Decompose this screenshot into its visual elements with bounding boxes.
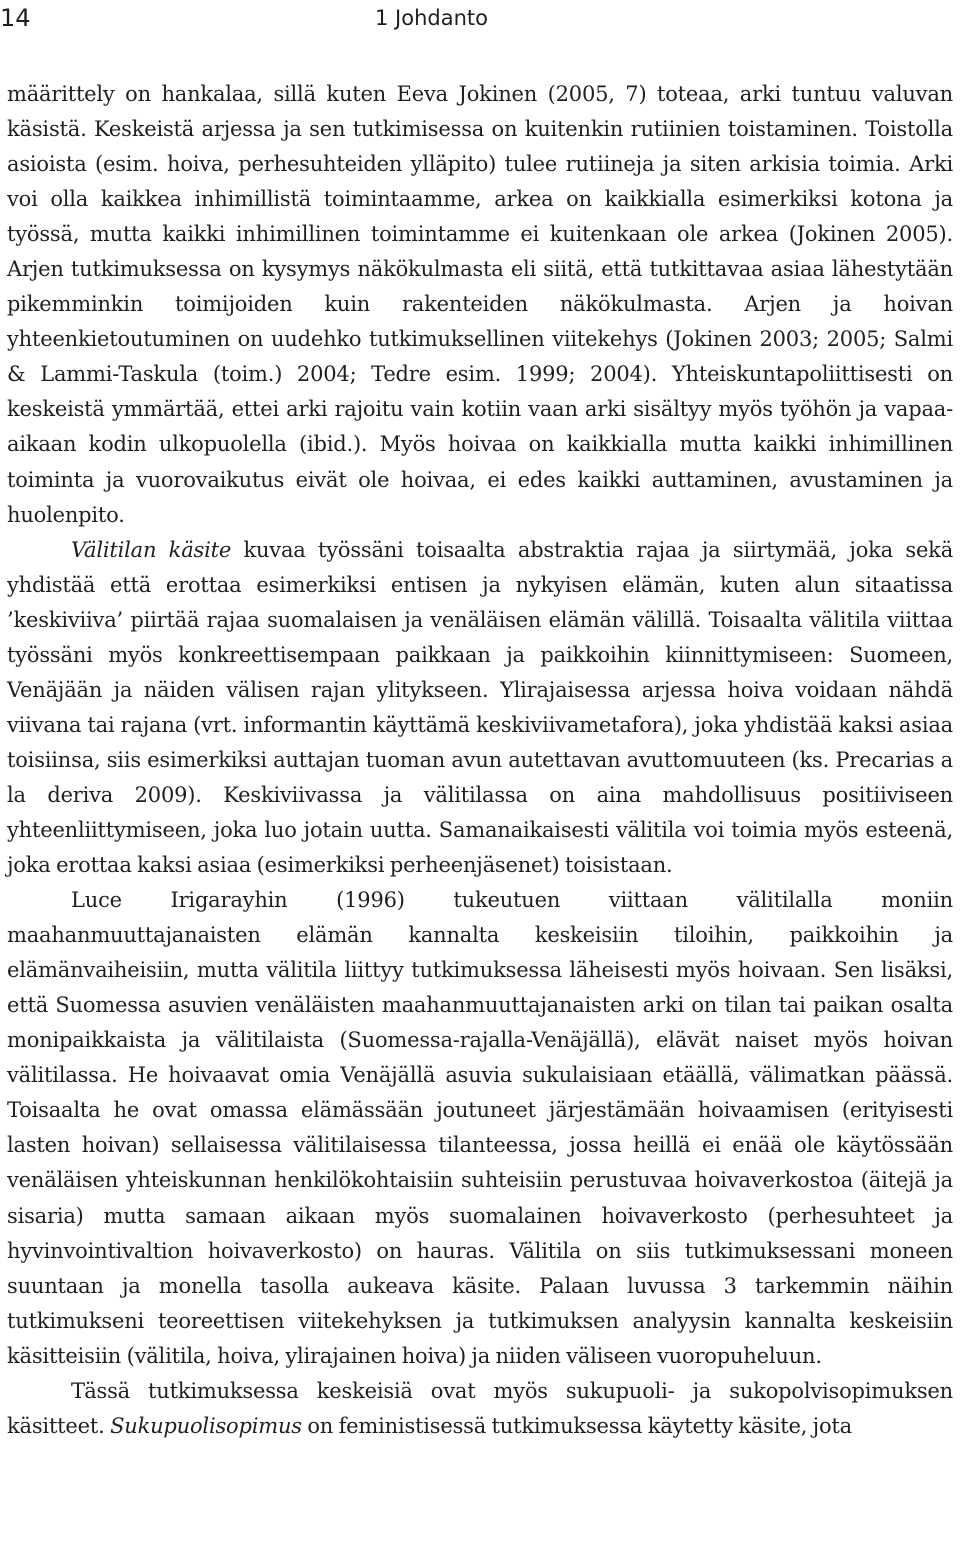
page-header [0, 0, 960, 40]
paragraph-4-text-start: Tässä tutkimuksessa keskeisiä ovat myös sukupuoli- ja sukopolvisopimuksen käsitteet. [7, 1378, 953, 1438]
body-text [7, 77, 953, 1444]
paragraph-4 [7, 1374, 953, 1444]
paragraph-3: Luce Irigarayhin (1996) tukeutuen viittaan välitilalla moniin maahanmuuttajanaisten elämän kannalta keskeisiin tiloihin, paikkoihin ja elämänvaiheisiin, mutta välitila liittyy tutkimuksessa läheisesti myös hoivaan. Sen lisäksi, että Suomessa asuvien venäläisten maahanmuuttajanaisten arki on tilan tai paikan osalta monipaikkaista ja välitilaista (Suomessa-rajalla-Venäjällä), elävät naiset myös hoivan välitilassa. He hoivaavat omia Venäjällä asuvia sukulaisiaan etäällä, välimatkan päässä. Toisaalta he ovat omassa elämässään joutuneet järjestämään hoivaamisen (erityisesti lasten hoivan) sellaisessa välitilaisessa tilanteessa, jossa heillä ei enää ole käytössään venäläisen yhteiskunnan henkilökohtaisiin suhteisiin perustuvaa hoivaverkostoa (äitejä ja sisaria) mutta samaan aikaan myös suomalainen hoivaverkosto (perhesuhteet ja hyvinvointivaltion hoivaverkosto) on hauras. Välitila on siis tutkimuksessani moneen suuntaan ja monella tasolla aukeava käsite. Palaan luvussa 3 tarkemmin näihin tutkimukseni teoreettisen viitekehyksen ja tutkimuksen analyysin kannalta keskeisiin käsitteisiin (välitila, hoiva, ylirajainen hoiva) ja niiden väliseen vuoropuheluun. [7, 888, 953, 1368]
paragraph-2 [7, 533, 953, 883]
page-number: 14 [0, 4, 31, 32]
paragraph-2-text: kuvaa työssäni toisaalta abstraktia rajaa ja siirtymää, joka sekä yhdistää että erottaa esimerkiksi entisen ja nykyisen elämän, kuten alun sitaatissa ’keskiviiva’ piirtää rajaa suomalaisen ja venäläisen elämän välillä. Toisaalta välitila viittaa työssäni myös konkreettisempaan paikkaan ja paikkoihin kiinnittymiseen: Suomeen, Venäjään ja näiden välisen rajan ylitykseen. Ylirajaisessa arjessa hoiva voidaan nähdä viivana tai rajana (vrt. informantin käyttämä keskiviivametafora), joka yhdistää kaksi asiaa toisiinsa, siis esimerkiksi auttajan tuoman avun autettavan avuttomuuteen (ks. Precarias a la deriva 2009). Keskiviivassa ja välitilassa on aina mahdollisuus positiiviseen yhteenliittymiseen, joka luo jotain uutta. Samanaikaisesti välitila voi toimia myös esteenä, joka erottaa kaksi asiaa (esimerkiksi perheenjäsenet) toisistaan. [7, 537, 954, 878]
paragraph-4-term: Sukupuolisopimus [110, 1413, 302, 1438]
paragraph-4-text-rest: on feministisessä tutkimuksessa käytetty käsite, jota [301, 1413, 852, 1438]
paragraph-1: määrittely on hankalaa, sillä kuten Eeva Jokinen (2005, 7) toteaa, arki tuntuu valuvan käsistä. Keskeistä arjessa ja sen tutkimisessa on kuitenkin rutiinien toistaminen. Toistolla asioista (esim. hoiva, perhesuhteiden ylläpito) tulee rutiineja ja siten arkisia toimia. Arki voi olla kaikkea inhimillistä toimintaamme, arkea on kaikkialla esimerkiksi kotona ja työssä, mutta kaikki inhimillinen toimintamme ei kuitenkaan ole arkea (Jokinen 2005). Arjen tutkimuksessa on kysymys näkökulmasta eli siitä, että tutkittavaa asiaa lähestytään pikemminkin toimijoiden kuin rakenteiden näkökulmasta. Arjen ja hoivan yhteenkietoutuminen on uudehko tutkimuksellinen viitekehys (Jokinen 2003; 2005; Salmi & Lammi-Taskula (toim.) 2004; Tedre esim. 1999; 2004). Yhteiskuntapoliittisesti on keskeistä ymmärtää, ettei arki rajoitu vain kotiin vaan arki sisältyy myös työhön ja vapaa-aikaan kodin ulkopuolella (ibid.). Myös hoivaa on kaikkialla mutta kaikki inhimillinen toiminta ja vuorovaikutus eivät ole hoivaa, ei edes kaikki auttaminen, avustaminen ja huolenpito. [7, 82, 953, 527]
chapter-title: 1 Johdanto [375, 6, 488, 30]
paragraph-2-term: Välitilan käsite [71, 537, 232, 562]
